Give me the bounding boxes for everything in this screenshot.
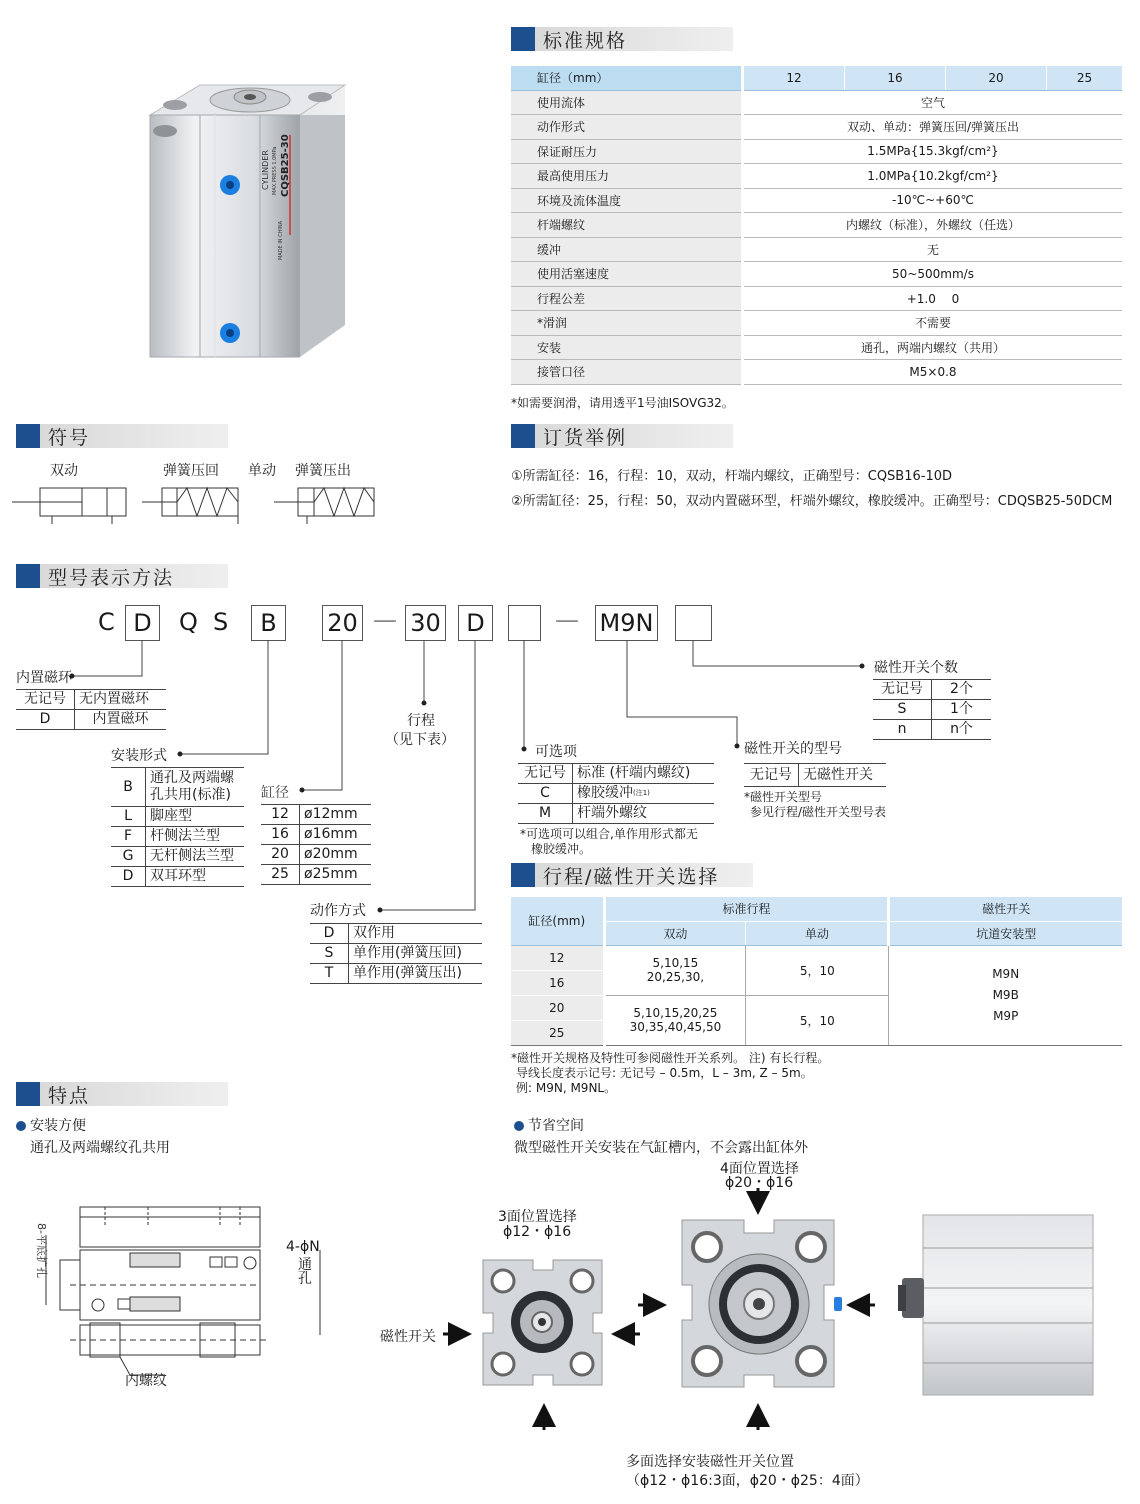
four-face-title: 4面位置选择 — [720, 1161, 799, 1177]
spec-bore-16: 16 — [845, 66, 946, 90]
switch-count-desc: 1个 — [932, 700, 992, 720]
switch-type-key: 无记号 — [744, 764, 799, 787]
mounting-key: F — [111, 827, 146, 847]
label-cylinder: CYLINDER — [261, 150, 270, 190]
mounting-title: 安装形式 — [111, 748, 167, 764]
stroke-double-b2: 30,35,40,45,50 — [629, 1020, 722, 1034]
options-title: 可选项 — [535, 744, 577, 760]
feature-1-title: 安装方便 — [30, 1118, 86, 1134]
code-dash-2: — — [555, 606, 579, 634]
spec-value: 通孔，两端内螺纹（共用） — [743, 335, 1123, 360]
mounting-key: G — [111, 847, 146, 867]
bore-key: 16 — [261, 825, 300, 845]
bore-key: 20 — [261, 845, 300, 865]
switch-count-title: 磁性开关个数 — [874, 660, 958, 676]
spec-label: 接管口径 — [511, 360, 743, 385]
options-note-2: 橡胶缓冲。 — [531, 842, 592, 856]
switch-model-m9n: M9N — [992, 966, 1020, 981]
options-desc: 标准 (杆端内螺纹) — [573, 764, 715, 784]
magnet-key: 无记号 — [16, 690, 75, 710]
stroke-double-a2: 20,25,30, — [646, 970, 705, 984]
spec-value: 无 — [743, 237, 1123, 262]
stroke-bore-header: 缸径(mm) — [511, 897, 604, 945]
code-letter-s: S — [213, 608, 229, 636]
switch-type-note-2: 参见行程/磁性开关型号表 — [750, 805, 887, 819]
magnet-desc: 无内置磁环 — [75, 690, 167, 710]
multi-face-title: 多面选择安装磁性开关位置 — [626, 1454, 794, 1470]
spec-label: 保证耐压力 — [511, 139, 743, 164]
magnet-desc: 内置磁环 — [75, 710, 167, 730]
bore-key: 12 — [261, 805, 300, 825]
order-example-2: ②所需缸径：25，行程：50，双动内置磁环型，杆端外螺纹，橡胶缓冲。正确型号：CDQSB25-50DCM — [511, 494, 1113, 509]
code-letter-c: C — [98, 608, 115, 636]
switch-count-key: n — [873, 720, 932, 740]
magnet-key: D — [16, 710, 75, 730]
stroke-section-title: 行程/磁性开关选择 — [535, 863, 753, 887]
bore-key: 25 — [261, 865, 300, 885]
drawing-through-hole-1: 4-ϕN — [286, 1239, 320, 1255]
mounting-desc: 通孔及两端螺孔共用(标准) — [146, 768, 245, 807]
switch-count-key: 无记号 — [873, 680, 932, 700]
bore-desc: ø25mm — [300, 865, 372, 885]
drawing-through-hole-2: 通 — [298, 1257, 312, 1273]
code-box-stroke: 30 — [405, 605, 446, 641]
switch-type-note-1: *磁性开关型号 — [744, 790, 823, 804]
stroke-std-header: 标准行程 — [604, 897, 889, 921]
spec-value: 内螺纹（标准），外螺纹（任选） — [743, 213, 1123, 238]
spec-bore-25: 25 — [1047, 66, 1123, 90]
order-example-1: ①所需缸径：16，行程：10，双动，杆端内螺纹，正确型号：CQSB16-10D — [511, 469, 953, 484]
switch-type-desc: 无磁性开关 — [799, 764, 887, 787]
three-face-title: 3面位置选择 — [498, 1209, 577, 1225]
drawing-counterbore-label: 8-平底扩孔 — [35, 1223, 48, 1278]
symbol-label-spring-extend: 弹簧压出 — [295, 463, 351, 479]
mounting-desc: 脚座型 — [146, 807, 245, 827]
switch-count-key: S — [873, 700, 932, 720]
code-box-magnet: D — [125, 605, 160, 641]
spec-section-title: 标准规格 — [535, 27, 733, 51]
stroke-switch-header: 磁性开关 — [889, 897, 1122, 921]
stroke-note-3: 例: M9N, M9NL。 — [516, 1081, 617, 1095]
symbol-section-title: 符号 — [40, 424, 228, 448]
code-box-switch: M9N — [595, 605, 658, 641]
spec-value: 空气 — [743, 90, 1123, 115]
bore-desc: ø12mm — [300, 805, 372, 825]
action-desc: 单作用(弹簧压回) — [349, 944, 483, 964]
spec-label: 使用流体 — [511, 90, 743, 115]
three-face-sizes: ϕ12・ϕ16 — [503, 1224, 572, 1240]
spec-label: 环境及流体温度 — [511, 188, 743, 213]
symbol-label-double: 双动 — [50, 463, 78, 479]
switch-model-m9p: M9P — [993, 1008, 1019, 1023]
mounting-desc: 无杆侧法兰型 — [146, 847, 245, 867]
stroke-double-a1: 5,10,15 — [652, 956, 699, 970]
stroke-single-a: 5，10 — [746, 945, 889, 995]
stroke-bore-16: 16 — [511, 970, 604, 995]
spec-value: 1.0MPa{10.2kgf/cm²} — [743, 164, 1123, 189]
stroke-double-b1: 5,10,15,20,25 — [633, 1006, 718, 1020]
code-box-bore: 20 — [322, 605, 363, 641]
stroke-single-b: 5，10 — [746, 995, 889, 1045]
features-section-title: 特点 — [40, 1082, 228, 1106]
spec-label: 动作形式 — [511, 115, 743, 140]
stroke-note-1: *磁性开关规格及特性可参阅磁性开关系列。 注) 有长行程。 — [511, 1051, 830, 1065]
options-key: M — [518, 804, 573, 824]
spec-value: 双动、单动：弹簧压回/弹簧压出 — [743, 115, 1123, 140]
bore-desc: ø20mm — [300, 845, 372, 865]
spec-label: *滑润 — [511, 311, 743, 336]
stroke-label-note: （见下表） — [385, 732, 455, 748]
spec-value: -10℃~+60℃ — [743, 188, 1123, 213]
drawing-internal-thread: 内螺纹 — [125, 1373, 167, 1389]
stroke-bore-20: 20 — [511, 995, 604, 1020]
action-desc: 单作用(弹簧压出) — [349, 964, 483, 984]
label-model: CQSB25-30 — [280, 134, 291, 197]
stroke-groove-header: 坑道安装型 — [889, 921, 1122, 945]
mounting-key: D — [111, 867, 146, 887]
spec-bore-header: 缸径（mm） — [511, 66, 743, 90]
spec-label: 行程公差 — [511, 286, 743, 311]
stroke-note-2: 导线长度表示记号: 无记号 – 0.5m，L – 3m, Z – 5m。 — [516, 1066, 813, 1080]
action-title: 动作方式 — [310, 903, 366, 919]
options-key: 无记号 — [518, 764, 573, 784]
options-desc: 橡胶缓冲 — [577, 785, 633, 801]
bore-title: 缸径 — [261, 785, 289, 801]
spec-label: 杆端螺纹 — [511, 213, 743, 238]
spec-label: 缓冲 — [511, 237, 743, 262]
code-dash-1: — — [373, 606, 397, 634]
bore-desc: ø16mm — [300, 825, 372, 845]
options-footnote-mark: (注1) — [633, 789, 650, 797]
options-key: C — [518, 784, 573, 804]
mounting-key: L — [111, 807, 146, 827]
switch-type-title: 磁性开关的型号 — [744, 741, 842, 757]
spec-value: 不需要 — [743, 311, 1123, 336]
label-pressure: MAX.PRESS 1.0MPa — [272, 146, 278, 195]
stroke-bore-12: 12 — [511, 945, 604, 970]
magnet-title: 内置磁环 — [16, 670, 72, 686]
spec-bore-20: 20 — [946, 66, 1047, 90]
stroke-label: 行程 — [407, 713, 435, 729]
feature-2-title: 节省空间 — [528, 1118, 584, 1134]
spec-bore-12: 12 — [743, 66, 845, 90]
action-desc: 双作用 — [349, 924, 483, 944]
spec-value: M5×0.8 — [743, 360, 1123, 385]
label-made-in: MADE IN CHINA — [278, 220, 284, 260]
code-letter-q: Q — [179, 608, 198, 636]
spec-value: +1.0 0 — [743, 286, 1123, 311]
stroke-single-header: 单动 — [746, 921, 889, 945]
stroke-double-header: 双动 — [604, 921, 746, 945]
switch-count-desc: n个 — [932, 720, 992, 740]
mounting-desc: 双耳环型 — [146, 867, 245, 887]
spec-value: 50~500mm/s — [743, 262, 1123, 287]
spec-value: 1.5MPa{15.3kgf/cm²} — [743, 139, 1123, 164]
options-note-1: *可选项可以组合,单作用形式都无 — [520, 827, 698, 841]
options-desc: 杆端外螺纹 — [573, 804, 715, 824]
mounting-desc: 杆侧法兰型 — [146, 827, 245, 847]
four-face-sizes: ϕ20・ϕ16 — [725, 1175, 794, 1191]
action-key: S — [310, 944, 349, 964]
model-section-title: 型号表示方法 — [40, 564, 228, 588]
drawing-through-hole-3: 孔 — [298, 1271, 312, 1287]
code-box-mounting: B — [251, 605, 286, 641]
code-box-action: D — [458, 605, 493, 641]
spec-note: *如需要润滑，请用透平1号油ISOVG32。 — [511, 396, 734, 410]
switch-model-m9b: M9B — [992, 987, 1019, 1002]
feature-2-desc: 微型磁性开关安装在气缸槽内，不会露出缸体外 — [514, 1140, 808, 1156]
spec-label: 最高使用压力 — [511, 164, 743, 189]
spec-label: 安装 — [511, 335, 743, 360]
order-section-title: 订货举例 — [535, 424, 733, 448]
stroke-bore-25: 25 — [511, 1020, 604, 1045]
mounting-key: B — [111, 768, 146, 807]
switch-count-desc: 2个 — [932, 680, 992, 700]
switch-arrow-label: 磁性开关 — [380, 1329, 436, 1345]
symbol-label-single: 单动 — [248, 463, 276, 479]
symbol-label-spring-return: 弹簧压回 — [163, 463, 219, 479]
feature-1-desc: 通孔及两端螺纹孔共用 — [30, 1140, 170, 1156]
action-key: D — [310, 924, 349, 944]
spec-label: 使用活塞速度 — [511, 262, 743, 287]
multi-face-sizes: （ϕ12・ϕ16:3面，ϕ20・ϕ25：4面） — [626, 1473, 869, 1489]
action-key: T — [310, 964, 349, 984]
